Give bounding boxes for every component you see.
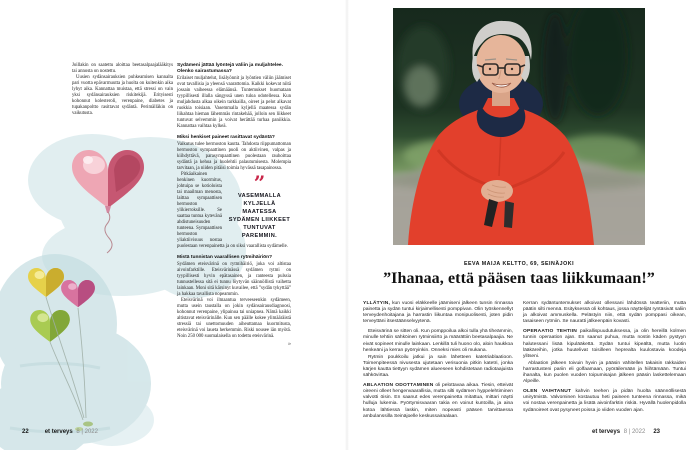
left-column-2	[177, 63, 291, 347]
eye	[511, 68, 513, 70]
paragraph: Sydämen eteisvärinä on rytmihäiriö, joka voi altistaa aivoinfarktille. Eteisvärinässä sydämen rytmi on tyypillisesti hyvin epätasainen, ja ranteesta pulssia tunnustellessa sitä ei tunnu löytyvän säännöllistä vaihetta lainkaan. Moni sitä kärsinyt kuvailee, että ”sydän tykyttää” ja hakkaa tavallista nopeammin.	[177, 262, 291, 297]
page-number: 22	[22, 429, 29, 435]
pull-quote-text: VASEMMALLA KYLJELLÄ MAATESSA SYDÄMEN LIIKKEET TUNTUVAT PAREMMIN.	[228, 193, 291, 239]
continuation-mark: »	[288, 341, 291, 347]
qa-heading: Sydämeni jättää lyöntejä väliin ja muljahtelee. Olenko sairastumassa?	[177, 63, 284, 74]
portrait-photo	[393, 8, 645, 245]
paragraph: Erilaiset muljahtelut, lisälyönnit ja lyöntien väliin jäämiset ovat tavallisia ja yleensä vaarattomia. Kaikki kokevat niitä jossain vaiheessa elämäänsä. Tuntemukset huomataan tyypillisesti illalla sängyssä unen tuloa odotellessa. Kun muljahdusta alkaa oikein tarkkailla, oireet ja pelot alkavat ruokkia toisiaan. Vasemmalla kyljellä maatessa sydän liikahtaa hieman lähemmäs rintakehää, jolloin sen liikkeet tuntuvat selvemmin ja voivat herättää turhaa paniikkia. Kannattaa vaihtaa kylkeä.	[177, 76, 291, 129]
lead-in: OPERAATIO TEHTIIN	[523, 329, 578, 335]
lead-in: YLLÄTYIN,	[363, 301, 391, 306]
qa-heading: Mistä tunnistan vaarallisen rytmihäiriön?	[177, 255, 273, 260]
qa-heading: Miksi henkiset paineet rasittavat sydäntä?	[177, 135, 275, 140]
issue-label: 8 | 2022	[623, 429, 646, 435]
magazine-name: et terveys	[592, 429, 621, 435]
lead-in: ABLAATION ODOTTAMINEN	[363, 383, 434, 389]
paragraph: YLLÄTYIN, kun vuosi eläkkeelle jäämiseni jälkeen tunsin rinnassa painetta ja sydän tuntui kirjaimellisesti pomppivan. Olin työskennellyt terveydenhoitajana ja harrastin liikuntaa monipuolisesti, joten pidin terveyttäni itsestäänselvyytenä.	[363, 301, 513, 325]
paragraph: OPERAATIO TEHTIIN paikallispuudutuksessa, ja olin hereillä kolmen tunnin operaation ajan. En saanut puhua, mutta nostin käden pystyyn halutessani lisää kipulääkettä. Sydän tuntui kipeältä, mutta luotin lääkäreihin, jotka huutelivat toisilleen heprealta kuulostavia koodeja ylitseni.	[523, 329, 686, 359]
right-column-1	[363, 301, 513, 421]
paragraph: Joillakin on saatettu aloittaa beetasalpaajalääkitys tai annosta on nostettu.	[72, 63, 173, 74]
right-page-footer	[592, 429, 660, 435]
page-gutter	[345, 0, 349, 450]
right-column-2	[523, 301, 686, 415]
page-number: 23	[653, 429, 660, 435]
paragraph: Uusien sydänsairauksien puhkeamisen kannalta pari vuotta epävarmuutta ja huolta on kuitenkin aika lyhyt aika. Kannattaa muistaa, että stressi on vain yksi sydänsairauksien riskitekijä. Erityisesti kohonnut kolesteroli, verenpaine, diabetes ja tupakanpoltto rasittavat sydäntä. Perimälläkin on vaikutusta.	[72, 75, 173, 116]
person-kicker: EEVA MAIJA KELTTO, 69, SEINÄJOKI	[463, 261, 575, 267]
paragraph: Eteisvärinä voi ilmaantua terveeseenkin sydämeen, mutta usein taustalla on jokin sydänsairausdiagnoosi, kohonnut verenpaine, ylipainoa tai uniapnea. Nämä kaikki altistavat eteisvärinälle. Kun sen päälle kokee ylimääräistä stressiä tai unettomuuden aiheuttamaa kuormitusta, eteisvärinä voi laueta herkemmin. Riski nousee iän myötä. Noin 250 000 suomalaisella on todettu eteisvärinä.	[177, 298, 291, 339]
paragraph: ABLAATION ODOTTAMINEN oli pelottavaa aikaa. Tiesin, etteivät oireeni olleet hengenvaarallisia, mutta silti sydämen hyppelehtiminen valvotti öisin. En saanut edes verenpainetta mitattua, mittari näytti hulluja lukemia. Pyörtymisvaaran takia en voinut kuntoilla, ja aina kotoa lähtiessä laskin, miten nopeasti pääsen tarvittaessa ambulanssilla Seinäjoelle keskussairaalaan.	[363, 383, 514, 419]
quote-icon: ”	[253, 171, 266, 195]
article-headline: ”Ihanaa, että pääsen taas liikkumaan!”	[383, 270, 655, 287]
left-page-footer	[22, 429, 98, 435]
paragraph: Kerran sydäntuntemukset alkoivat ollessani lähdössä teatteriin, mutta päätin silti mennä. Esityksessä oli kohtaus, jossa näyttelijät ryntäsivät saliin ja alkoivat ammuskella. Pelästyin niin, että sydän pomppasi oikean, tasaiseen rytmiin. Se nauratti jälkeenpäin kovasti.	[523, 301, 686, 325]
magazine-name: et terveys	[44, 429, 73, 435]
paragraph: Eteisvärinä se sitten oli. Kun pomppoilua alkoi tulla yhä tiheämmin, minulle tehtiin sähköinen rytminsiirto ja määrättiin beetasalpaajia. Ne eivät sopineet minulle lainkaan. Lenkillä tuli huono olo, aloin haukkoa henkeäni ja kerran pyörryinkin. Onneksi mies oli mukana.	[363, 329, 513, 353]
paragraph: OLEN VAIHTANUT kahvin teehen ja pidän huolta säännöllisestä unirytmistä. Valvominen kostautuu heti paineen tunteena rinnassa, mikä voi nostaa verenpainetta ja lisätä aivoinfarktin riskiä. Hyvällä huolenpidolla sydänoireet ovat pysyneet poissa jo viiden vuoden ajan.	[523, 389, 687, 413]
paragraph: Ablaation jälkeen toivuin hyvin ja pääsin vähitellen takaisin rakkaiden harrastusteni pariin eli golfaamaan, pyöräilemään ja hiihtämään. Tuntui ihanalta, kun puolen vuoden toipumisajan jälkeen pääsin laskettelemaan Alpeille.	[523, 360, 686, 385]
pull-quote	[228, 171, 291, 240]
clasped-hands	[481, 180, 513, 202]
paragraph: Vaikutus tulee hermoston kautta. Tahdosta riippumattoman hermoston sympaattinen puoli on aktiivinen, valpas ja kiihdyttävä, parasympaattinen puolestaan rauhoittaa sydäntä ja kehoa ja huolehtii palautumisesta. Molempia tarvitaan, ja niiden pitäisi toimia hyvässä tasapainossa.	[177, 142, 291, 171]
paragraph: Rytmin poukkoilu jatkui ja sain lähetteen katetriablaatioon. Toimenpiteessä nivusesta ujutetaan verisuonia pitkin katetri, jonka kärjen kautta tiettyyn sydämen alueeseen kohdistetaan radiotaajuista sähkövirtaa.	[363, 354, 513, 379]
issue-label: 8 | 2022	[76, 429, 98, 435]
lead-in: OLEN VAIHTANUT	[523, 389, 572, 395]
eye	[489, 68, 491, 70]
paragraph: Pitkäaikainen henkinen kuormitus, johtuipa se kotioloista tai maailman menosta, laittaa sympaattisen hermoston ylikierroksille. Se saattaa tuntua kytevänä ahdistuneisuuden tunteena. Sympaattisen hermoston yliaktiivisuus nostaa puolestaan verenpainetta ja on siksi vaarallista sydämelle.	[177, 172, 288, 249]
left-column-1	[72, 63, 173, 117]
